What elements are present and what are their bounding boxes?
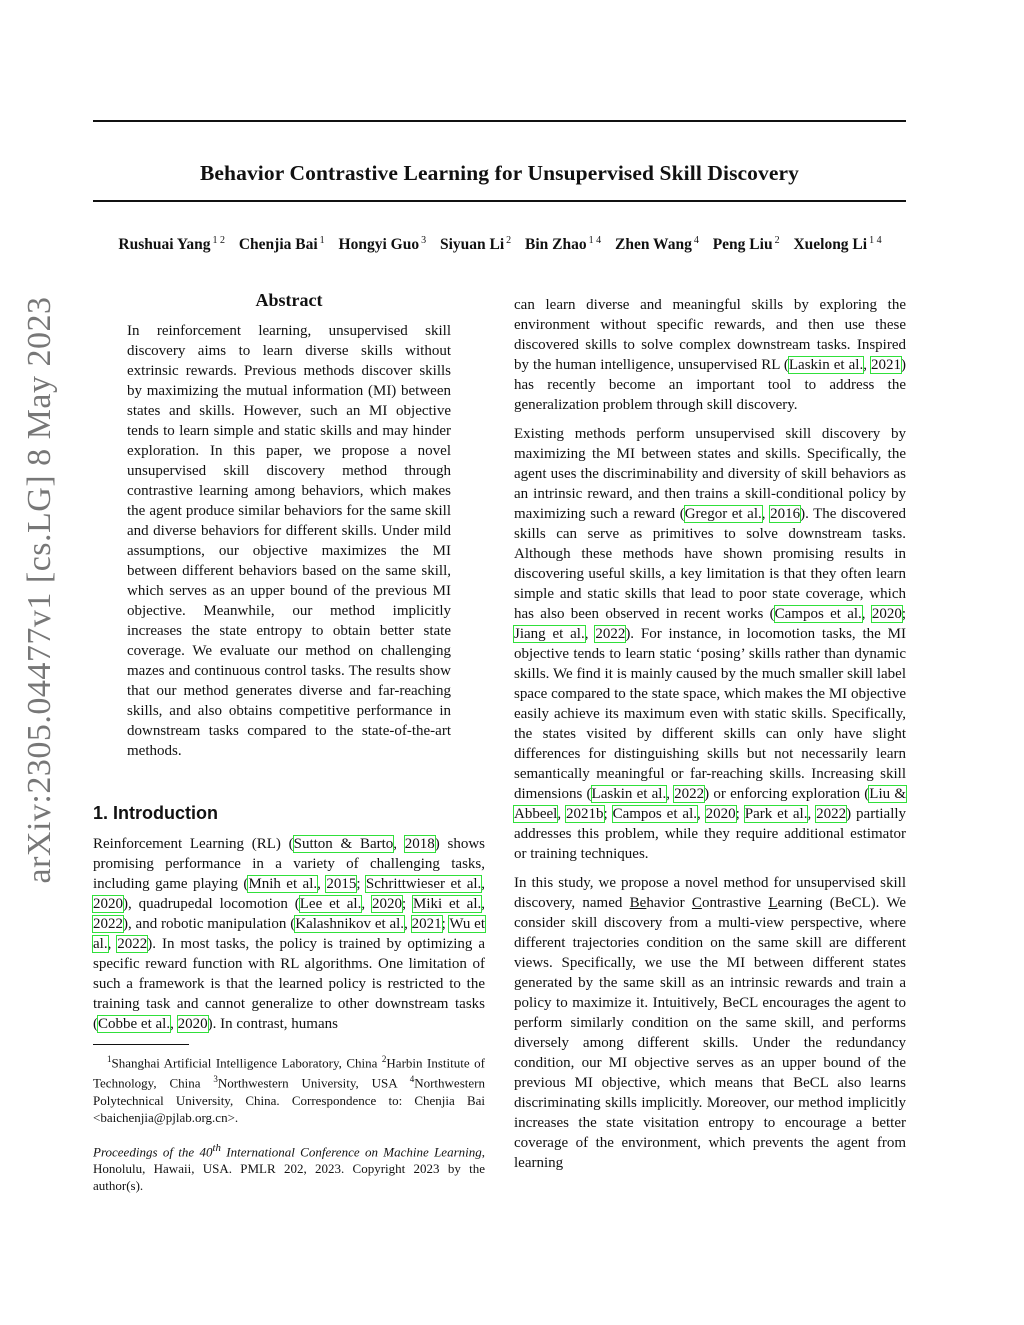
author-affiliation: 1 2: [212, 235, 225, 246]
text-run: ;: [441, 916, 450, 932]
author-name: Rushuai Yang: [118, 236, 211, 254]
citation-link[interactable]: Laskin et al.: [788, 357, 864, 373]
text-run: ,: [481, 876, 486, 892]
citation-link[interactable]: Campos et al.: [774, 606, 862, 622]
underlined-letters: L: [768, 895, 778, 911]
text-run: ) partially addresses this problem, while they require additional estimator or training techniques.: [514, 806, 907, 862]
author: [118, 236, 225, 253]
citation-link[interactable]: 2021: [871, 357, 901, 373]
arxiv-stamp: arXiv:2305.04477v1 [cs.LG] 8 May 2023: [21, 296, 58, 884]
intro-paragraph: [93, 834, 485, 1034]
text-run: ,: [863, 357, 871, 373]
author-affiliation: 3: [421, 235, 427, 246]
citation-link[interactable]: Mnih et al.: [248, 876, 318, 892]
text-run: ). In most tasks, the policy is trained by optimizing a specific reward function with RL algorithms. One limitation of such a framework is that the learned policy is restricted to the training task and cannot generalize to other downstream tasks (: [93, 936, 485, 1032]
affiliation-footnote: [93, 1051, 485, 1126]
citation-link[interactable]: Sutton & Barto: [293, 836, 394, 852]
author: [339, 236, 427, 253]
author: [793, 236, 881, 253]
text-run: ,: [761, 506, 771, 522]
text-run: ). For instance, in locomotion tasks, the MI objective tends to learn static ‘posing’ skills rather than dynamic skills. We find it is mainly caused by the much smaller skill label space compared to the state space, which makes the MI objective easily achieve its maximum even with static skills. Specifically, the states visited by different skills can only have slight differences for distinguishing skills but not necessarily learn semantically meaningful or far-reaching skills. Increasing skill dimensions (: [514, 626, 906, 802]
citation-link[interactable]: 2022: [93, 916, 123, 932]
citation-link[interactable]: 2020: [93, 896, 123, 912]
text-run: ,: [666, 786, 675, 802]
text-run: havior: [646, 895, 692, 911]
citation-link[interactable]: 2022: [674, 786, 705, 802]
text-run: ,: [696, 806, 706, 822]
text-run: ,: [170, 1016, 178, 1032]
author-name: Hongyi Guo: [338, 236, 420, 254]
text-run: earning (BeCL). We consider skill discovery from a multi-view perspective, where different trajectories condition on the same skill are different views. Specifically, we use the MI between different states generated by the same skill as an intrinsic rewards and train a policy to maximize it. Intuitively, BeCL encourages the agent to perform similarly condition on the same skill, and performs diversely among different skills. Under the redundancy condition, our MI objective serves as an upper bound of the previous MI objective, which means that BeCL also learns discriminating skills implicitly. Moreover, our method implicitly increases the state visitation entropy to encourage a better coverage of the environment, which prevents the agent from learning: [514, 895, 906, 1171]
text-run: ,: [317, 876, 327, 892]
author-affiliation: 2: [774, 235, 780, 246]
text-run: ;: [901, 606, 906, 622]
author-affiliation: 2: [506, 235, 512, 246]
author-name: Bin Zhao: [525, 236, 587, 254]
text-run: ,: [404, 916, 412, 932]
text-run: ), quadrupedal locomotion (: [123, 896, 300, 912]
citation-link[interactable]: Cobbe et al.: [98, 1016, 171, 1032]
text-run: ,: [861, 606, 872, 622]
text-run: International Conference on Machine Learning: [220, 1143, 482, 1159]
author: [525, 236, 601, 253]
text-run: ). In contrast, humans: [207, 1016, 338, 1032]
underlined-letters: C: [691, 895, 702, 911]
title-rule-top: [93, 120, 906, 122]
footnote-rule: [93, 1044, 189, 1045]
text-run: Proceedings of the: [93, 1143, 200, 1159]
citation-link[interactable]: Kalashnikov et al.: [295, 916, 405, 932]
citation-link[interactable]: 2021b: [566, 806, 604, 822]
text-run: ,: [393, 836, 405, 852]
abstract-heading: Abstract: [255, 290, 323, 310]
citation-link[interactable]: 2021: [411, 916, 442, 932]
citation-link[interactable]: 2018: [404, 836, 435, 852]
text-run: Harbin Institute of Technology, China: [93, 1055, 485, 1091]
text-run: ) or enforcing exploration (: [704, 786, 870, 802]
text-run: Northwestern Polytechnical University, China. Correspondence to: Chenjia Bai <baichenjia@pjlab.org.cn>.: [93, 1075, 485, 1125]
abstract-text: In reinforcement learning, unsupervised skill discovery aims to learn diverse skills without extrinsic rewards. Previous methods discover skills by maximizing the mutual information (MI) between states and skills. However, such an MI objective tends to learn simple and static skills and may hinder exploration. In this paper, we propose a novel unsupervised skill discovery method through contrastive learning among behaviors, which makes the agent produce similar behaviors for the same skill and diverse behaviors for different skills. Under mild assumptions, our objective maximizes the MI between different behaviors based on the same skill, which serves as an upper bound of the previous MI objective. Meanwhile, our method implicitly increases the state entropy to obtain better state coverage. We evaluate our method on challenging mazes and continuous control tasks. The results show that our method generates diverse and far-reaching skills, and also obtains competitive performance in downstream tasks compared to the state-of-the-art methods.: [127, 323, 451, 759]
right-column: [514, 295, 906, 1182]
citation-link[interactable]: 2015: [326, 876, 357, 892]
paper-title: Behavior Contrastive Learning for Unsupervised Skill Discovery: [199, 161, 800, 186]
citation-link[interactable]: 2020: [371, 896, 402, 912]
text-run: , Honolulu, Hawaii, USA. PMLR 202, 2023. Copyright 2023 by the author(s).: [93, 1143, 485, 1193]
text-run: ;: [401, 896, 413, 912]
citation-link[interactable]: Miki et al.: [412, 896, 482, 912]
text-run: ,: [107, 936, 118, 952]
author-affiliation: 4: [693, 235, 699, 246]
author: [615, 236, 699, 253]
citation-link[interactable]: Gregor et al.: [684, 506, 762, 522]
citation-link[interactable]: 2020: [871, 606, 902, 622]
citation-link[interactable]: Schrittwieser et al.: [365, 876, 482, 892]
citation-link[interactable]: Laskin et al.: [591, 786, 667, 802]
citation-link[interactable]: 2022: [117, 936, 148, 952]
section-heading: 1. Introduction: [93, 803, 218, 823]
title-rule-bottom: [93, 200, 906, 202]
citation-link[interactable]: Campos et al.: [612, 806, 697, 822]
text-run: Shanghai Artificial Intelligence Laboratory, China: [111, 1055, 382, 1071]
author-affiliation: 1 4: [588, 235, 602, 246]
footnote-marker: 2: [381, 1054, 387, 1064]
text-run: ;: [603, 806, 613, 822]
author: [713, 236, 780, 253]
text-run: ), and robotic manipulation (: [123, 916, 296, 932]
text-run: ). The discovered skills can serve as primitives to solve downstream tasks. Although these methods have shown promising results in discovering useful skills, a key limitation is that they often learn simple and static skills that lead to poor state coverage, which has also been observed in recent works (: [514, 506, 906, 622]
text-run: Existing methods perform unsupervised skill discovery by maximizing the MI between states and skills. Specifically, the agent uses the discriminability and diversity of skill behaviors as an intrinsic reward, and then trains a skill-conditional policy by maximizing such a reward (: [514, 426, 906, 522]
text-run: ,: [807, 806, 817, 822]
text-run: ;: [356, 876, 366, 892]
text-run: ) has recently become an important tool to address the generalization problem through skill discovery.: [514, 357, 906, 413]
citation-link[interactable]: Park et al.: [744, 806, 808, 822]
author-affiliation: 1: [319, 235, 325, 246]
text-run: th: [212, 1141, 221, 1154]
left-column: [93, 290, 485, 1194]
text-run: ,: [361, 896, 372, 912]
author: [239, 236, 325, 253]
text-run: ,: [481, 896, 486, 912]
author-name: Peng Liu: [712, 236, 773, 254]
proceedings-note: [93, 1140, 485, 1194]
text-run: In this study, we propose a novel method for unsupervised skill discovery, named: [514, 875, 906, 911]
text-run: 40: [199, 1143, 213, 1159]
body-paragraph: [514, 873, 906, 1173]
citation-link[interactable]: Wu et al.: [93, 916, 485, 952]
citation-link[interactable]: 2020: [705, 806, 736, 822]
citation-link[interactable]: 2022: [816, 806, 847, 822]
text-run: ,: [557, 806, 566, 822]
text-run: ;: [735, 806, 745, 822]
citation-link[interactable]: Liu & Abbeel: [514, 786, 907, 822]
author-name: Siyuan Li: [439, 236, 505, 254]
author-name: Xuelong Li: [793, 236, 868, 254]
author-name: Chenjia Bai: [238, 236, 318, 254]
text-run: Reinforcement Learning (RL) (: [93, 836, 294, 852]
footnote-marker: 1: [107, 1054, 112, 1064]
citation-link[interactable]: 2016: [770, 506, 801, 522]
citation-link[interactable]: 2022: [595, 626, 626, 642]
author: [440, 236, 511, 253]
text-run: ontrastive: [701, 895, 769, 911]
body-paragraph: [514, 295, 906, 415]
citation-link[interactable]: 2020: [177, 1016, 208, 1032]
citation-link[interactable]: Lee et al.: [299, 896, 362, 912]
body-paragraph: [514, 424, 906, 864]
author-name: Zhen Wang: [615, 236, 692, 254]
text-run: Northwestern University, USA: [217, 1075, 410, 1091]
underlined-letters: Be: [629, 895, 647, 911]
text-run: ,: [584, 626, 596, 642]
author-list: [60, 235, 940, 254]
text-run: can learn diverse and meaningful skills by exploring the environment without specific rewards, and then use these discovered skills to solve complex downstream tasks. Inspired by the human intelligence, unsupervised RL (: [514, 297, 906, 373]
citation-link[interactable]: Jiang et al.: [514, 626, 585, 642]
footnote-marker: 4: [409, 1074, 415, 1085]
author-affiliation: 1 4: [869, 235, 882, 246]
text-run: ) shows promising performance in a variety of challenging tasks, including game playing (: [93, 836, 485, 892]
footnote-marker: 3: [213, 1074, 218, 1085]
